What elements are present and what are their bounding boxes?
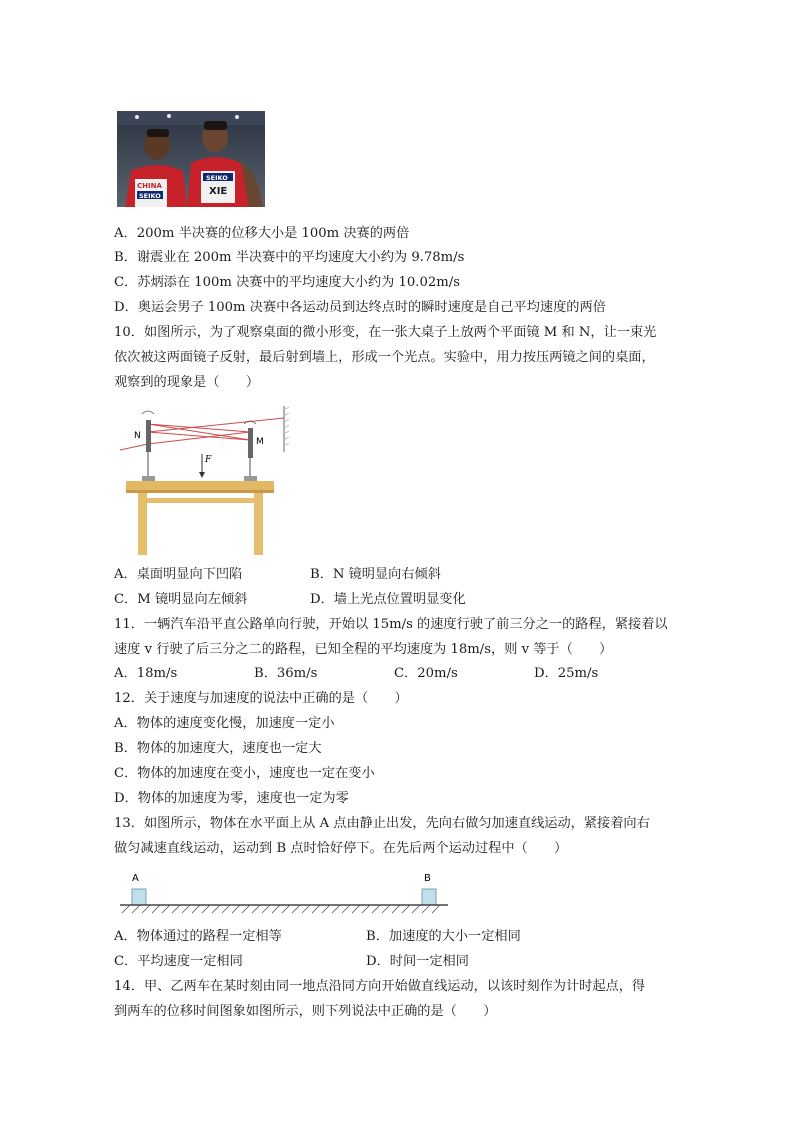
q11-stem-line2: 速度 v 行驶了后三分之二的路程，已知全程的平均速度为 18m/s，则 v 等于（ ） <box>114 642 613 657</box>
q14-stem-line2: 到两车的位移时间图象如图所示，则下列说法中正确的是（ ） <box>114 1004 497 1019</box>
q13-stem-line1: 13．如图所示，物体在水平面上从 A 点由静止出发，先向右做匀加速直线运动，紧接着向右 <box>114 816 650 831</box>
q13-option-a: A．物体通过的路程一定相等 <box>114 929 282 944</box>
q13-option-d: D．时间一定相同 <box>366 954 469 969</box>
sprinters-photo <box>117 111 265 207</box>
q11-stem-line1: 11．一辆汽车沿平直公路单向行驶，开始以 15m/s 的速度行驶了前三分之一的路程，紧接着以 <box>114 617 668 632</box>
q10-stem-line2: 依次被这两面镜子反射，最后射到墙上，形成一个光点。实验中，用力按压两镜之间的桌面， <box>114 350 655 365</box>
fig10-label-n: N <box>134 431 141 441</box>
q11-option-b: B．36m/s <box>254 666 318 681</box>
q11-option-c: C．20m/s <box>394 666 458 681</box>
q12-stem: 12．关于速度与加速度的说法中正确的是（ ） <box>114 691 408 706</box>
q10-option-c: C．M 镜明显向左倾斜 <box>114 592 248 607</box>
bib-left-sponsor: SEIKO <box>139 192 161 200</box>
q9-option-d: D．奥运会男子 100m 决赛中各运动员到达终点时的瞬时速度是自己平均速度的两倍 <box>114 300 606 315</box>
bib-right-name: XIE <box>209 186 228 197</box>
q10-option-a: A．桌面明显向下凹陷 <box>114 567 243 582</box>
q14-stem-line1: 14．甲、乙两车在某时刻由同一地点沿同方向开始做直线运动，以该时刻作为计时起点，得 <box>114 979 646 994</box>
mirror-table-figure <box>118 402 290 558</box>
q9-option-b: B．谢震业在 200m 半决赛中的平均速度大小约为 9.78m/s <box>114 250 465 265</box>
fig13-label-b: B <box>424 873 431 884</box>
track-figure <box>118 869 450 917</box>
q12-option-a: A．物体的速度变化慢，加速度一定小 <box>114 716 335 731</box>
bib-left-top: CHINA <box>137 182 162 190</box>
q13-option-b: B．加速度的大小一定相同 <box>366 929 521 944</box>
fig10-label-f: F <box>205 455 212 465</box>
q12-option-b: B．物体的加速度大，速度也一定大 <box>114 741 322 756</box>
q13-option-c: C．平均速度一定相同 <box>114 954 243 969</box>
q10-option-b: B．N 镜明显向右倾斜 <box>310 567 441 582</box>
q9-option-a: A．200m 半决赛的位移大小是 100m 决赛的两倍 <box>114 226 410 241</box>
q10-option-d: D．墙上光点位置明显变化 <box>310 592 466 607</box>
q11-option-a: A．18m/s <box>114 666 178 681</box>
q13-stem-line2: 做匀减速直线运动，运动到 B 点时恰好停下。在先后两个运动过程中（ ） <box>114 841 568 856</box>
fig13-label-a: A <box>132 873 139 884</box>
q12-option-c: C．物体的加速度在变小，速度也一定在变小 <box>114 766 375 781</box>
fig10-label-m: M <box>256 437 264 447</box>
q9-option-c: C．苏炳添在 100m 决赛中的平均速度大小约为 10.02m/s <box>114 275 460 290</box>
q10-stem-line3: 观察到的现象是（ ） <box>114 375 260 390</box>
q11-option-d: D．25m/s <box>534 666 599 681</box>
q12-option-d: D．物体的加速度为零，速度也一定为零 <box>114 791 349 806</box>
bib-right-sponsor: SEIKO <box>206 174 228 182</box>
q10-stem-line1: 10．如图所示，为了观察桌面的微小形变，在一张大桌子上放两个平面镜 M 和 N，让一束光 <box>114 325 657 340</box>
